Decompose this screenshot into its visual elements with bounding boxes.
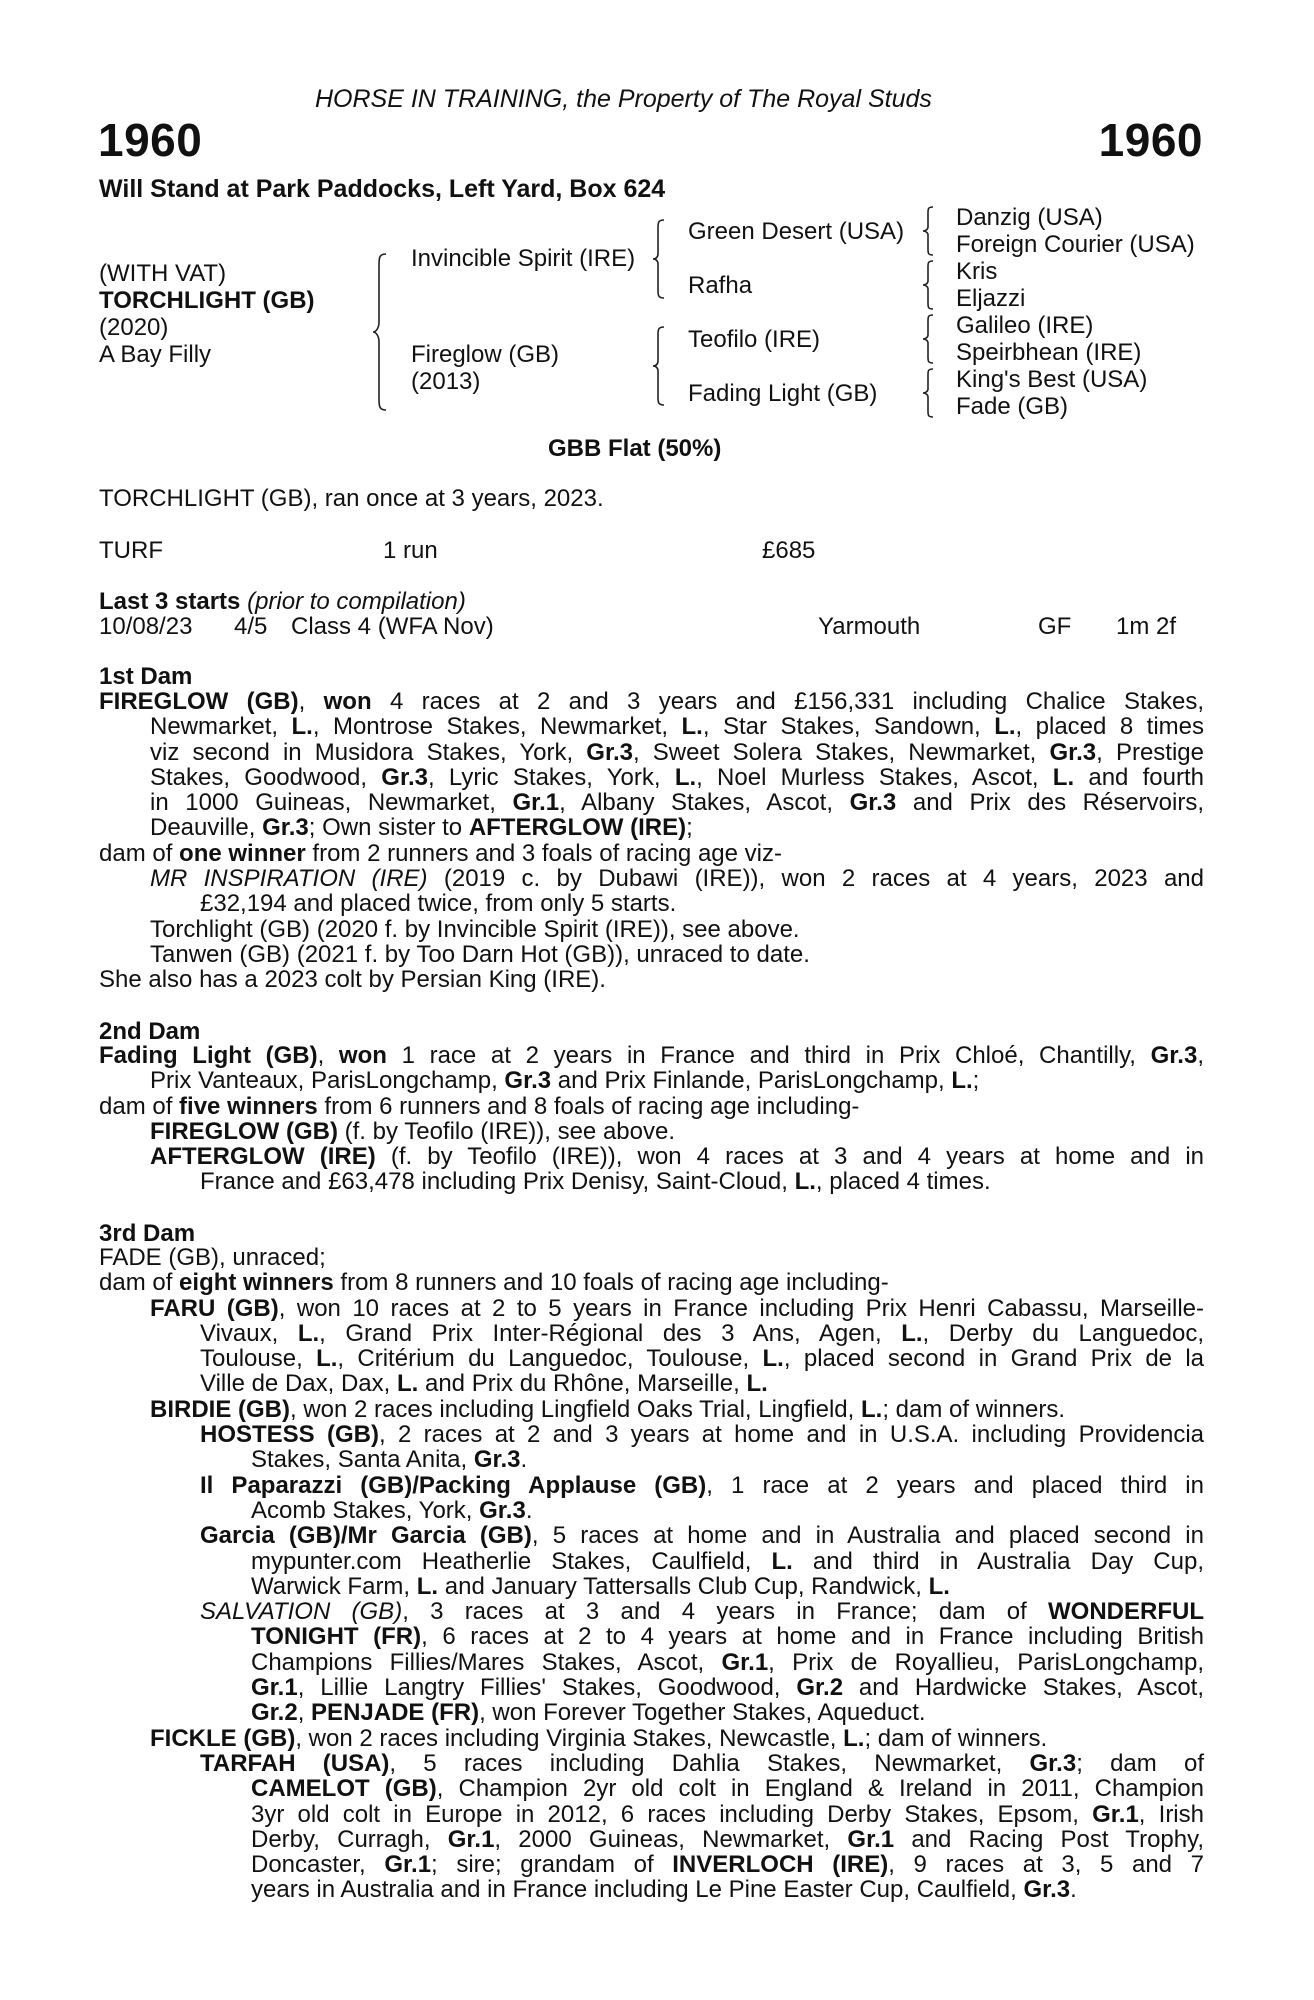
- last-starts-heading: [99, 588, 466, 615]
- text-run: , Prix de Royallieu, ParisLongchamp,: [768, 1648, 1205, 1676]
- text-run: , Noel Murless Stakes, Ascot,: [696, 763, 1053, 791]
- text-run: from 2 runners and 3 foals of racing age viz-: [305, 839, 782, 867]
- text-run: one winner: [179, 839, 306, 867]
- text-line: [99, 1726, 1204, 1751]
- text-run: , Star Stakes, Sandown,: [702, 713, 995, 741]
- text-run: Gr.1: [721, 1648, 769, 1676]
- text-run: L.: [291, 713, 313, 741]
- text-run: FIREGLOW (GB): [150, 1117, 338, 1145]
- race-summary: TORCHLIGHT (GB), ran once at 3 years, 2023.: [99, 485, 604, 512]
- text-run: L.: [951, 1067, 973, 1095]
- text-run: Gr.3: [262, 814, 309, 842]
- text-line: [99, 1877, 1204, 1902]
- text-run: Gr.1: [1092, 1800, 1139, 1828]
- text-run: L.: [1052, 763, 1075, 791]
- text-run: , won 2 races including Virginia Stakes, Newcastle,: [295, 1724, 844, 1752]
- text-run: Gr.3: [473, 1446, 521, 1474]
- pedigree-brace-gen1: [372, 252, 390, 412]
- text-line: [99, 714, 1204, 739]
- text-run: , Grand Prix Inter-Régional des 3 Ans, Agen,: [319, 1319, 902, 1347]
- text-run: from 6 runners and 8 foals of racing age including-: [317, 1092, 860, 1120]
- text-run: WONDERFUL: [1048, 1598, 1205, 1626]
- text-run: L.: [681, 713, 703, 741]
- text-run: ,: [1197, 1042, 1204, 1069]
- text-line: [99, 1043, 1204, 1068]
- start-race: Class 4 (WFA Nov): [291, 613, 494, 640]
- text-run: L.: [762, 1345, 784, 1373]
- text-line: [99, 1624, 1204, 1649]
- text-run: L.: [416, 1572, 439, 1600]
- text-run: £32,194 and placed twice, from only 5 starts.: [200, 890, 677, 918]
- text-run: FICKLE (GB): [150, 1724, 296, 1752]
- text-run: L.: [794, 1168, 816, 1196]
- text-line: [99, 866, 1204, 891]
- text-run: .: [1070, 1876, 1077, 1904]
- text-run: AFTERGLOW (IRE): [150, 1143, 376, 1171]
- text-run: ,: [317, 1042, 339, 1069]
- text-run: France and £63,478 including Prix Denisy, Saint-Cloud,: [200, 1168, 795, 1196]
- start-going: GF: [1038, 613, 1072, 640]
- text-run: L.: [674, 763, 697, 791]
- text-run: , Sweet Solera Stakes, Newmarket,: [633, 738, 1050, 766]
- text-run: Acomb Stakes, York,: [251, 1496, 480, 1524]
- text-run: years in Australia and in France including Le Pine Easter Cup, Caulfield,: [251, 1876, 1024, 1904]
- text-run: , Albany Stakes, Ascot,: [559, 789, 850, 817]
- text-run: L.: [860, 1395, 883, 1423]
- pedigree-dds: King's Best (USA): [956, 366, 1148, 393]
- text-run: Gr.1: [447, 1825, 495, 1853]
- text-run: , 1 race at 2 years and placed third in: [706, 1471, 1204, 1499]
- pedigree-sds: Kris: [956, 258, 998, 285]
- text-line: [99, 1574, 1204, 1599]
- text-run: Newmarket,: [150, 713, 292, 741]
- text-line: [99, 1245, 1204, 1270]
- text-line: [99, 1321, 1204, 1346]
- horse-description: A Bay Filly: [99, 341, 212, 368]
- text-run: ; dam of winners.: [864, 1724, 1048, 1752]
- text-run: dam of: [99, 1092, 180, 1120]
- pedigree-dam-year: (2013): [411, 368, 481, 395]
- text-run: , Champion 2yr old colt in England & Ireland in 2011, Champion: [436, 1775, 1204, 1803]
- text-run: and third in Australia Day Cup,: [792, 1547, 1205, 1575]
- text-run: , placed second in Grand Prix de la: [783, 1345, 1205, 1373]
- text-run: Gr.3: [1049, 738, 1097, 766]
- text-run: 1 race at 2 years in France and third in Prix Chloé, Chantilly,: [386, 1042, 1151, 1069]
- pedigree-sire-sire: Green Desert (USA): [688, 218, 905, 245]
- record-surface: TURF: [99, 537, 163, 564]
- text-run: TONIGHT (FR): [251, 1623, 422, 1651]
- text-run: , won 10 races at 2 to 5 years in France including Prix Henri Cabassu, Marseille-: [278, 1294, 1205, 1322]
- text-run: , 6 races at 2 to 4 years at home and in France including British: [421, 1623, 1205, 1651]
- horse-year: (2020): [99, 314, 169, 341]
- text-run: (f. by Teofilo (IRE)), won 4 races at 3 and 4 years at home and in: [375, 1143, 1204, 1171]
- pedigree-brace-dd: [922, 367, 936, 419]
- text-run: dam of: [99, 1269, 180, 1297]
- text-run: Stakes, Santa Anita,: [251, 1446, 474, 1474]
- text-line: [99, 1523, 1204, 1548]
- text-line: [99, 1169, 1204, 1194]
- pedigree-brace-ds: [922, 313, 936, 365]
- text-run: CAMELOT (GB): [251, 1775, 437, 1803]
- first-dam-text: [99, 689, 1204, 993]
- text-line: [99, 1751, 1204, 1776]
- text-run: Torchlight (GB) (2020 f. by Invincible Spirit (IRE)), see above.: [150, 915, 800, 943]
- text-run: , 3 races at 3 and 4 years in France; dam of: [402, 1598, 1049, 1626]
- text-run: L.: [297, 1319, 320, 1347]
- text-line: [99, 1549, 1204, 1574]
- last-starts-note: (prior to compilation): [247, 588, 466, 615]
- text-run: , won 2 races including Lingfield Oaks Trial, Lingfield,: [290, 1395, 861, 1423]
- text-run: Gr.3: [381, 763, 428, 791]
- text-run: Tanwen (GB) (2021 f. by Too Darn Hot (GB)), unraced to date.: [150, 940, 810, 968]
- text-run: Doncaster,: [251, 1851, 385, 1879]
- text-run: Gr.1: [251, 1674, 298, 1702]
- page-subtitle: HORSE IN TRAINING, the Property of The Royal Studs: [315, 85, 932, 113]
- text-run: SALVATION (GB): [200, 1598, 403, 1626]
- text-line: [99, 740, 1204, 765]
- text-run: Gr.3: [586, 738, 633, 766]
- text-run: , placed 4 times.: [815, 1168, 991, 1196]
- pedigree-dam-dam: Fading Light (GB): [688, 380, 878, 407]
- text-run: L.: [928, 1572, 950, 1600]
- text-run: Garcia (GB)/Mr Garcia (GB): [200, 1522, 532, 1550]
- text-line: [99, 1094, 1204, 1119]
- text-run: mypunter.com Heatherlie Stakes, Caulfield,: [251, 1547, 772, 1575]
- pedigree-brace-sire: [652, 218, 668, 300]
- text-run: , Lillie Langtry Fillies' Stakes, Goodwood,: [297, 1674, 797, 1702]
- text-line: [99, 1827, 1204, 1852]
- record-runs: 1 run: [383, 537, 438, 564]
- text-run: Toulouse,: [200, 1345, 317, 1373]
- text-line: [99, 1068, 1204, 1093]
- text-line: [99, 1700, 1204, 1725]
- text-line: [99, 1675, 1204, 1700]
- pedigree-dsd: Speirbhean (IRE): [956, 339, 1142, 366]
- text-run: L.: [746, 1370, 768, 1398]
- text-line: [99, 1144, 1204, 1169]
- text-run: PENJADE (FR): [311, 1699, 480, 1727]
- pedigree-dam-sire: Teofilo (IRE): [688, 326, 821, 353]
- text-run: Gr.1: [512, 789, 560, 817]
- third-dam-heading: 3rd Dam: [99, 1220, 196, 1247]
- text-run: Ville de Dax, Dax,: [200, 1370, 397, 1398]
- pedigree-dam: Fireglow (GB): [411, 341, 560, 368]
- text-run: ;: [686, 814, 693, 842]
- third-dam-text: [99, 1245, 1204, 1903]
- text-line: [99, 1270, 1204, 1295]
- text-line: [99, 765, 1204, 790]
- text-run: and Prix des Réservoirs,: [896, 789, 1204, 817]
- text-run: AFTERGLOW (IRE): [468, 814, 687, 842]
- text-run: .: [525, 1496, 533, 1524]
- second-dam-heading: 2nd Dam: [99, 1018, 201, 1045]
- stand-location: Will Stand at Park Paddocks, Left Yard, Box 624: [99, 175, 666, 203]
- pedigree-dss: Galileo (IRE): [956, 312, 1094, 339]
- lot-number-right: 1960: [1098, 114, 1203, 166]
- text-run: Il Paparazzi (GB)/Packing Applause (GB): [200, 1471, 707, 1499]
- text-run: , 9 races at 3, 5 and 7: [888, 1851, 1204, 1879]
- text-run: , won Forever Together Stakes, Aqueduct.: [479, 1699, 926, 1727]
- pedigree-sss: Danzig (USA): [956, 204, 1103, 231]
- text-run: Gr.3: [504, 1067, 552, 1095]
- text-run: L.: [843, 1724, 865, 1752]
- text-run: FARU (GB): [150, 1294, 279, 1322]
- pedigree-brace-dam: [652, 325, 668, 407]
- text-run: ;: [972, 1067, 980, 1095]
- text-run: .: [520, 1446, 528, 1474]
- text-run: , Derby du Languedoc,: [922, 1319, 1205, 1347]
- text-line: [99, 1346, 1204, 1371]
- text-run: MR INSPIRATION (IRE): [150, 865, 428, 893]
- text-run: from 8 runners and 10 foals of racing age including-: [333, 1269, 889, 1297]
- text-run: 4 races at 2 and 3 years and £156,331 including Chalice Stakes,: [371, 688, 1205, 715]
- text-run: Gr.3: [1029, 1749, 1077, 1777]
- text-run: FADE (GB), unraced;: [99, 1244, 326, 1271]
- text-run: ; sire; grandam of: [431, 1851, 673, 1879]
- text-run: , Irish: [1138, 1800, 1204, 1828]
- text-run: L.: [316, 1345, 338, 1373]
- text-run: ; dam of winners.: [882, 1395, 1066, 1423]
- start-date: 10/08/23: [99, 613, 193, 640]
- text-run: Gr.3: [849, 789, 897, 817]
- first-dam-heading: 1st Dam: [99, 663, 193, 690]
- text-run: HOSTESS (GB): [200, 1421, 380, 1449]
- text-run: Gr.3: [479, 1496, 526, 1524]
- text-run: Vivaux,: [200, 1319, 298, 1347]
- start-position: 4/5: [234, 613, 268, 640]
- text-run: , placed 8 times: [1015, 713, 1205, 741]
- pedigree-sire: Invincible Spirit (IRE): [411, 245, 636, 272]
- text-run: Derby, Curragh,: [251, 1825, 448, 1853]
- text-line: [99, 790, 1204, 815]
- text-line: [99, 1852, 1204, 1877]
- text-run: FIREGLOW (GB): [99, 688, 299, 715]
- text-run: BIRDIE (GB): [150, 1395, 290, 1423]
- text-run: dam of: [99, 839, 180, 867]
- text-run: won: [338, 1042, 387, 1069]
- text-line: [99, 1776, 1204, 1801]
- text-run: , Critérium du Languedoc, Toulouse,: [337, 1345, 763, 1373]
- text-run: Gr.2: [796, 1674, 844, 1702]
- text-run: , Montrose Stakes, Newmarket,: [312, 713, 682, 741]
- text-run: (f. by Teofilo (IRE)), see above.: [337, 1117, 675, 1145]
- text-run: and Prix Finlande, ParisLongchamp,: [551, 1067, 952, 1095]
- text-run: , 5 races including Dahlia Stakes, Newmarket,: [389, 1749, 1030, 1777]
- text-line: [99, 1447, 1204, 1472]
- text-run: ,: [298, 688, 324, 715]
- text-run: Fading Light (GB): [99, 1042, 318, 1069]
- text-run: in 1000 Guineas, Newmarket,: [150, 789, 513, 817]
- text-run: She also has a 2023 colt by Persian King (IRE).: [99, 966, 606, 994]
- text-run: , Lyric Stakes, York,: [427, 763, 675, 791]
- text-run: , 5 races at home and in Australia and placed second in: [531, 1522, 1204, 1550]
- text-line: [99, 689, 1204, 714]
- text-run: , 2 races at 2 and 3 years at home and in U.S.A. including Providencia: [379, 1421, 1205, 1449]
- pedigree-brace-ss: [922, 205, 936, 257]
- vat-note: (WITH VAT): [99, 260, 227, 287]
- text-run: TARFAH (USA): [200, 1749, 390, 1777]
- text-line: [99, 1119, 1204, 1144]
- horse-name: TORCHLIGHT (GB): [99, 287, 315, 314]
- text-line: [99, 1296, 1204, 1321]
- text-run: ; Own sister to: [308, 814, 469, 842]
- text-line: [99, 891, 1204, 916]
- text-run: ,: [297, 1699, 312, 1727]
- text-line: [99, 917, 1204, 942]
- text-run: L.: [901, 1319, 923, 1347]
- text-run: won: [323, 688, 372, 715]
- pedigree-sire-dam: Rafha: [688, 272, 753, 299]
- text-line: [99, 942, 1204, 967]
- text-run: Deauville,: [150, 814, 263, 842]
- text-run: L.: [396, 1370, 419, 1398]
- text-line: [99, 1371, 1204, 1396]
- text-run: INVERLOCH (IRE): [672, 1851, 889, 1879]
- text-line: [99, 1473, 1204, 1498]
- record-earnings: £685: [762, 537, 816, 564]
- text-line: [99, 815, 1204, 840]
- text-line: [99, 1599, 1204, 1624]
- text-line: [99, 1802, 1204, 1827]
- start-distance: 1m 2f: [1116, 613, 1177, 640]
- text-run: Champions Fillies/Mares Stakes, Ascot,: [251, 1648, 722, 1676]
- gbb-rating: GBB Flat (50%): [548, 435, 722, 462]
- text-run: viz second in Musidora Stakes, York,: [150, 738, 587, 766]
- pedigree-brace-sd: [922, 259, 936, 311]
- lot-number-left: 1960: [98, 114, 203, 166]
- pedigree-ddd: Fade (GB): [956, 393, 1069, 420]
- text-line: [99, 967, 1204, 992]
- text-run: ; dam of: [1076, 1749, 1204, 1777]
- second-dam-text: [99, 1043, 1204, 1195]
- pedigree-sdd: Eljazzi: [956, 285, 1026, 312]
- text-run: Warwick Farm,: [251, 1572, 417, 1600]
- text-run: five winners: [179, 1092, 318, 1120]
- text-run: L.: [771, 1547, 793, 1575]
- text-line: [99, 841, 1204, 866]
- text-run: and fourth: [1074, 763, 1204, 791]
- pedigree-ssd: Foreign Courier (USA): [956, 231, 1195, 258]
- start-course: Yarmouth: [818, 613, 921, 640]
- text-run: and Racing Post Trophy,: [894, 1825, 1205, 1853]
- text-run: and January Tattersalls Club Cup, Randwick,: [438, 1572, 929, 1600]
- text-run: L.: [994, 713, 1016, 741]
- text-line: [99, 1650, 1204, 1675]
- text-run: eight winners: [179, 1269, 334, 1297]
- text-run: Gr.2: [251, 1699, 298, 1727]
- text-run: and Prix du Rhône, Marseille,: [418, 1370, 747, 1398]
- text-run: (2019 c. by Dubawi (IRE)), won 2 races at 4 years, 2023 and: [427, 865, 1204, 893]
- text-run: Gr.1: [384, 1851, 432, 1879]
- text-line: [99, 1397, 1204, 1422]
- text-run: 3yr old colt in Europe in 2012, 6 races including Derby Stakes, Epsom,: [251, 1800, 1093, 1828]
- text-line: [99, 1422, 1204, 1447]
- last-starts-title: Last 3 starts: [99, 588, 241, 615]
- text-run: Gr.3: [1150, 1042, 1198, 1069]
- text-run: Gr.3: [1023, 1876, 1071, 1904]
- text-line: [99, 1498, 1204, 1523]
- text-run: Stakes, Goodwood,: [150, 763, 382, 791]
- text-run: and Hardwicke Stakes, Ascot,: [843, 1674, 1205, 1702]
- text-run: Prix Vanteaux, ParisLongchamp,: [150, 1067, 505, 1095]
- text-run: , Prestige: [1096, 738, 1204, 766]
- text-run: Gr.1: [847, 1825, 895, 1853]
- text-run: , 2000 Guineas, Newmarket,: [494, 1825, 848, 1853]
